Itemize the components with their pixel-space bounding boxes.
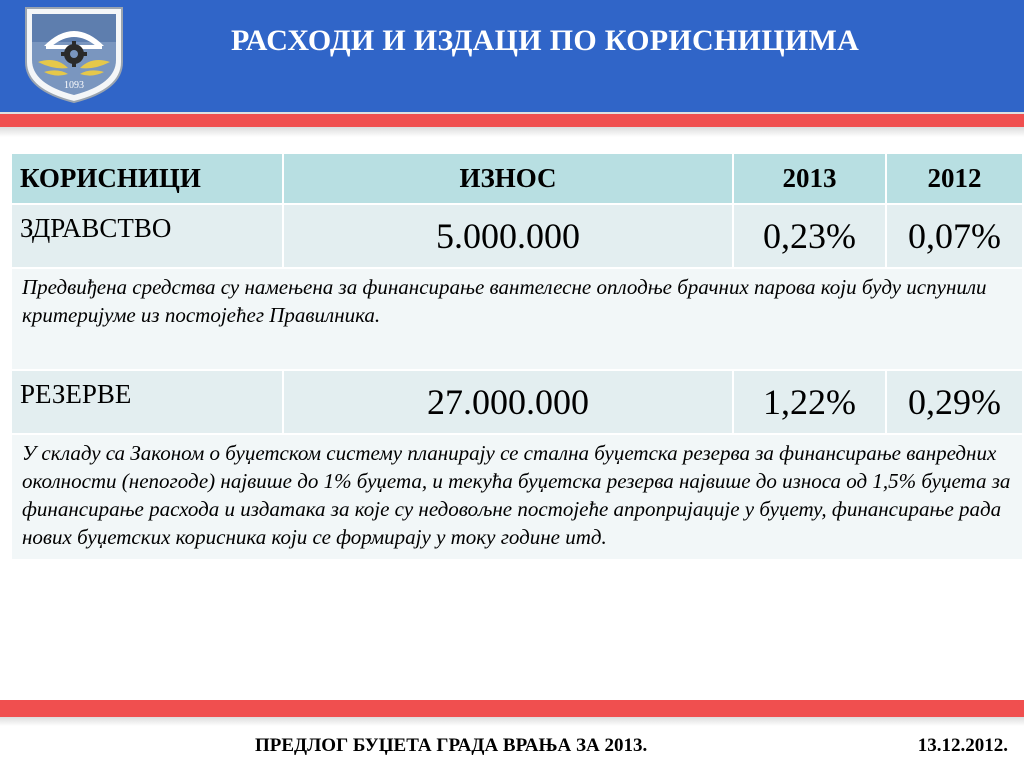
table-note-row-reserves xyxy=(11,434,1023,560)
table-row-health xyxy=(11,204,1023,268)
row-pct-2012-reserves: 0,29% xyxy=(886,370,1023,434)
slide-title: РАСХОДИ И ИЗДАЦИ ПО КОРИСНИЦИМА xyxy=(230,24,860,57)
footer-date: 13.12.2012. xyxy=(917,735,1008,756)
table-note-row-health xyxy=(11,268,1023,370)
city-coat-of-arms-logo xyxy=(20,2,128,104)
row-pct-2013-reserves: 1,22% xyxy=(733,370,886,434)
note-reserves: У складу са Законом о буџетском систему планирају се стална буџетска резерва за финансирање ванредних околности (непогоде) највише до 1% буџета, и текућа буџетска резерва највише до износа од 1,5% буџета за финансирање расхода и издатака за које су недовољне постојеће апропријације у буџету, финансирање рада нових буџетских корисника који се формирају у току године итд. xyxy=(11,434,1023,560)
header-bar xyxy=(0,0,1024,112)
row-amount-health: 5.000.000 xyxy=(283,204,733,268)
header-shadow xyxy=(0,127,1024,137)
note-health: Предвиђена средства су намењена за финансирање вантелесне оплодње брачних парова који буду испунили критеријуме из постојећег Правилника. xyxy=(11,268,1023,370)
row-name-reserves: РЕЗЕРВЕ xyxy=(11,370,283,434)
table-header-row xyxy=(11,153,1023,204)
column-header-2012: 2012 xyxy=(886,153,1023,204)
column-header-amount: ИЗНОС xyxy=(283,153,733,204)
row-amount-reserves: 27.000.000 xyxy=(283,370,733,434)
column-header-users: КОРИСНИЦИ xyxy=(11,153,283,204)
budget-users-table xyxy=(10,152,1024,561)
logo-year-text: 1093 xyxy=(64,80,84,91)
footer-document-title: ПРЕДЛОГ БУЏЕТА ГРАДА ВРАЊА ЗА 2013. xyxy=(255,735,648,756)
header-red-stripe xyxy=(0,114,1024,127)
row-name-health: ЗДРАВСТВО xyxy=(11,204,283,268)
footer-red-stripe xyxy=(0,700,1024,717)
footer-shadow xyxy=(0,717,1024,726)
row-pct-2012-health: 0,07% xyxy=(886,204,1023,268)
row-pct-2013-health: 0,23% xyxy=(733,204,886,268)
table-row-reserves xyxy=(11,370,1023,434)
column-header-2013: 2013 xyxy=(733,153,886,204)
